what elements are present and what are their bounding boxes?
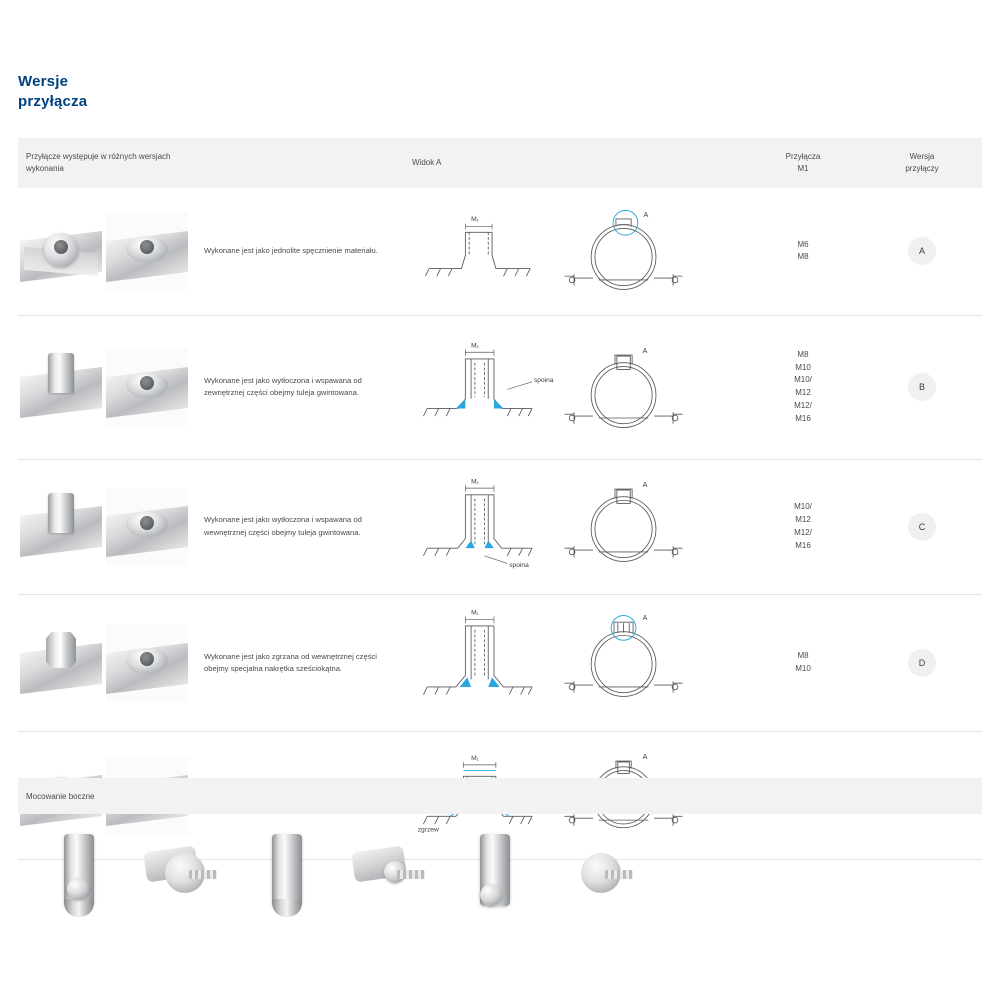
side-mount-heading: Mocowanie boczne [26,791,95,801]
row-drawing [404,595,744,731]
description-text: Wykonane jest jako wytłoczona i wspawana od wewnętrznej części obejmy tuleja gwintowana. [204,515,362,537]
m1-values [797,239,808,265]
side-mount-photo-group [452,827,642,937]
photo-pipe-cap [64,899,94,917]
version-badge: C [908,513,936,541]
row-description [196,316,404,459]
m1-value: M8 [797,651,809,661]
row-description [196,595,404,731]
side-photo-left [244,830,336,934]
photo-threaded-sleeve [48,353,74,393]
header-cell-version-line-2: przyłączy [905,164,939,173]
side-photo-right [544,830,636,934]
header-cell-version [862,151,982,174]
m1-value: M12/ [794,401,812,411]
row-photos [18,595,196,731]
row-photos [18,316,196,459]
row-description [196,460,404,594]
drawing-label-a: A [642,753,648,762]
drawing-label-a: A [642,346,648,355]
m1-value: M8 [797,252,809,262]
table-row [18,460,982,595]
photo-bolt-shank [397,870,425,879]
drawing-label-weld: zgrzew [417,826,439,834]
m1-values [794,501,812,552]
row-description [196,188,404,315]
side-photo-left [36,830,128,934]
table-row [18,595,982,732]
technical-drawing-c [412,470,736,584]
row-drawing [404,460,744,594]
photo-bolt-head [480,884,502,906]
row-drawing [404,316,744,459]
photo-bolt-shank [189,870,217,879]
m1-value: M12 [795,388,811,398]
m1-values [794,349,812,426]
row-m1 [744,460,862,594]
page-title-line-1: Wersje [18,73,69,90]
version-badge: B [908,373,936,401]
m1-value: M16 [795,540,811,550]
description-text: Wykonane jest jako wytłoczona i wspawana od zewnętrznej części obejmy tuleja gwintowana. [204,375,362,398]
product-photo-left [20,212,102,290]
technical-drawing-b [412,326,736,449]
row-photos [18,188,196,315]
drawing-label-weld: spoina [533,376,554,384]
header-cell-m1-line-1: Przyłącza [785,152,821,162]
photo-pipe-shape [272,834,302,906]
product-photo-left [20,624,102,702]
technical-drawing-a [412,198,736,305]
row-drawing [404,188,744,315]
m1-value: M10/ [794,502,812,512]
photo-pipe-cap [272,899,302,917]
row-photos [18,460,196,594]
description-text: Wykonane jest jako zgrzana od wewnętrznej części obejmy specjalna nakrętka sześciokątna. [204,651,377,674]
version-badge: A [908,237,936,265]
photo-threaded-sleeve [48,493,74,533]
m1-value: M10 [795,664,811,674]
row-m1 [744,188,862,315]
table-row [18,188,982,316]
row-version [862,316,982,459]
m1-values [795,650,811,676]
version-badge: D [908,649,936,677]
page-title [18,72,87,113]
technical-drawing-d [412,605,736,721]
row-m1 [744,595,862,731]
photo-thread-hole [140,516,154,530]
drawing-label-weld: spoina [509,561,529,569]
product-photo-left [20,348,102,426]
side-mount-photo-group [36,827,226,937]
product-photo-right [106,624,188,702]
product-photo-right [106,212,188,290]
m1-value: M6 [797,239,809,249]
header-cell-view: Widok A [412,158,442,168]
table-header-row [18,138,982,188]
drawing-label-m1: M₁ [471,478,479,486]
side-photo-right [128,830,220,934]
versions-table [18,138,982,860]
side-photo-left [452,830,544,934]
drawing-label-m1: M₁ [471,342,479,350]
row-version [862,188,982,315]
row-version [862,595,982,731]
product-photo-right [106,488,188,566]
header-cell-photos: Przyłącze występuje w różnych wersjach wykonania [26,152,171,173]
m1-value: M12/ [794,527,812,537]
row-version [862,460,982,594]
side-photo-right [336,830,428,934]
table-row [18,316,982,460]
drawing-label-m1: M₁ [471,755,479,763]
header-cell-m1 [744,151,862,174]
header-cell-version-line-1: Wersja [909,152,935,162]
description-text: Wykonane jest jako jednolite spęcznienie materiału. [204,246,378,256]
page-title-line-2: przyłącza [18,93,88,111]
m1-value: M16 [795,413,811,423]
m1-value: M10/ [794,375,812,385]
product-photo-right [106,348,188,426]
photo-bolt-shank [605,870,633,879]
drawing-label-a: A [642,614,648,623]
photo-hex-nut [46,632,76,668]
row-m1 [744,316,862,459]
drawing-label-a: A [642,480,648,489]
header-cell-m1-line-2: M1 [797,164,809,173]
m1-value: M12 [795,515,811,525]
m1-value: M10 [795,362,811,372]
drawing-label-m1: M₁ [471,215,479,223]
m1-value: M8 [797,349,809,359]
side-mount-photos [18,822,982,942]
side-mount-heading-bar [18,778,982,814]
drawing-label-a: A [643,211,649,220]
side-mount-photo-group [244,827,434,937]
product-photo-left [20,488,102,566]
drawing-label-m1: M₁ [471,609,479,617]
photo-bolt-head [67,878,89,900]
